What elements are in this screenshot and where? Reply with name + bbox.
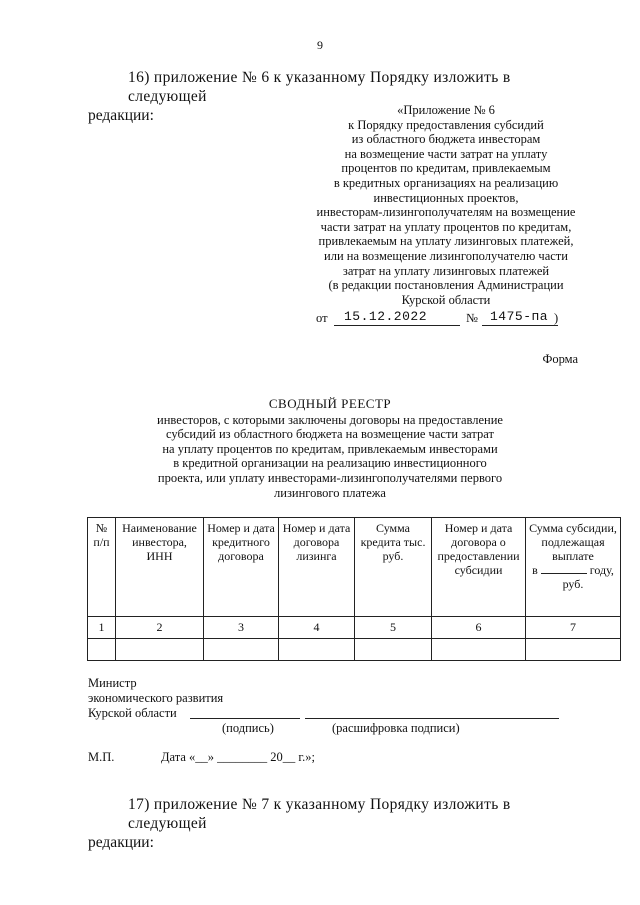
register-subtitle-line: субсидий из областного бюджета на возмещение части затрат <box>166 427 494 442</box>
closing-paren: ) <box>554 311 559 325</box>
column-header: Номер и дата договора лизинга <box>279 518 355 617</box>
appendix-line: привлекаемым на уплату лизинговых платежей, <box>318 234 574 249</box>
column-number: 7 <box>526 617 621 639</box>
item-17-paragraph <box>88 795 593 852</box>
decode-caption: (расшифровка подписи) <box>332 721 460 735</box>
appendix-line: к Порядку предоставления субсидий <box>348 117 544 132</box>
signature-line <box>190 718 300 719</box>
decree-date: 15.12.2022 <box>344 309 428 324</box>
register-subtitle-line: в кредитной организации на реализацию инвестиционного <box>173 456 487 471</box>
form-label: Форма <box>542 352 578 366</box>
register-subtitle-line: лизингового платежа <box>274 485 386 500</box>
unit-label: руб. <box>562 577 584 591</box>
column-number: 5 <box>355 617 432 639</box>
register-subtitle-line: проекта, или уплату инвесторами-лизингополучателями первого <box>157 470 503 485</box>
minister-line: Курской области <box>88 706 177 720</box>
appendix-line: инвестиционных проектов, <box>373 190 519 205</box>
register-title: СВОДНЫЙ РЕЕСТР <box>268 396 392 411</box>
column-number: 1 <box>88 617 116 639</box>
register-title-block <box>130 397 530 500</box>
appendix-line: на возмещение части затрат на уплату <box>344 146 548 161</box>
appendix-date-number <box>316 309 586 327</box>
minister-block <box>88 676 223 721</box>
column-header-subsidy <box>526 518 621 617</box>
from-label: от <box>316 311 328 325</box>
item-17-line1: 17) приложение № 7 к указанному Порядку изложить в следующей <box>128 796 511 832</box>
register-subtitle-line: на уплату процентов по кредитам, привлекаемым инвесторами <box>162 441 498 456</box>
year-prefix: в <box>532 563 538 577</box>
table-cell <box>116 639 204 661</box>
column-header: Наименование инвестора, ИНН <box>116 518 204 617</box>
date-field: Дата «__» ________ 20__ г.»; <box>161 750 315 764</box>
table-header-row <box>88 518 621 617</box>
column-number: 3 <box>204 617 279 639</box>
register-table <box>87 517 621 661</box>
table-cell <box>526 639 621 661</box>
year-suffix: году, <box>589 563 614 577</box>
decree-number: 1475-па <box>490 309 549 324</box>
table-row <box>88 639 621 661</box>
column-header-text: Сумма субсидии, подлежащая выплате <box>529 521 617 563</box>
item-16-line2: редакции: <box>88 107 154 124</box>
minister-line: Министр <box>88 676 137 690</box>
appendix-line: (в редакции постановления Администрации <box>328 278 564 293</box>
appendix-line: инвесторам-лизингополучателям на возмещение <box>316 205 576 220</box>
table-cell <box>432 639 526 661</box>
appendix-line: части затрат на уплату процентов по кредитам, <box>320 219 572 234</box>
stamp-label: М.П. <box>88 750 115 764</box>
appendix-line: процентов по кредитам, привлекаемым <box>341 161 551 176</box>
column-number: 2 <box>116 617 204 639</box>
signature-caption: (подпись) <box>222 721 274 735</box>
appendix-line: в кредитных организациях на реализацию <box>333 175 559 190</box>
item-16-line1: 16) приложение № 6 к указанному Порядку изложить в следующей <box>128 69 511 105</box>
minister-line: экономического развития <box>88 691 224 705</box>
date-underline <box>334 325 460 326</box>
column-header: № п/п <box>88 518 116 617</box>
table-number-row <box>88 617 621 639</box>
number-underline <box>482 325 558 326</box>
table-cell <box>204 639 279 661</box>
signature-decode-line <box>305 718 559 719</box>
appendix-line: затрат на уплату лизинговых платежей <box>342 263 550 278</box>
appendix-line: из областного бюджета инвесторам <box>351 132 541 147</box>
column-header: Номер и дата кредитного договора <box>204 518 279 617</box>
register-subtitle-line: инвесторов, с которыми заключены договоры на предоставление <box>157 412 503 427</box>
appendix-line: или на возмещение лизингополучателю части <box>324 248 568 263</box>
table-cell <box>355 639 432 661</box>
year-line <box>528 563 618 577</box>
item-17-line2: редакции: <box>88 834 154 851</box>
appendix-header <box>296 103 596 307</box>
table-cell <box>279 639 355 661</box>
column-header: Сумма кредита тыс. руб. <box>355 518 432 617</box>
column-header: Номер и дата договора о предоставлении субсидии <box>432 518 526 617</box>
table-cell <box>88 639 116 661</box>
column-number: 6 <box>432 617 526 639</box>
number-label: № <box>466 311 478 325</box>
column-number: 4 <box>279 617 355 639</box>
appendix-line: «Приложение № 6 <box>397 103 495 117</box>
page-number: 9 <box>317 38 323 52</box>
appendix-line: Курской области <box>401 292 491 307</box>
year-blank <box>541 573 587 574</box>
